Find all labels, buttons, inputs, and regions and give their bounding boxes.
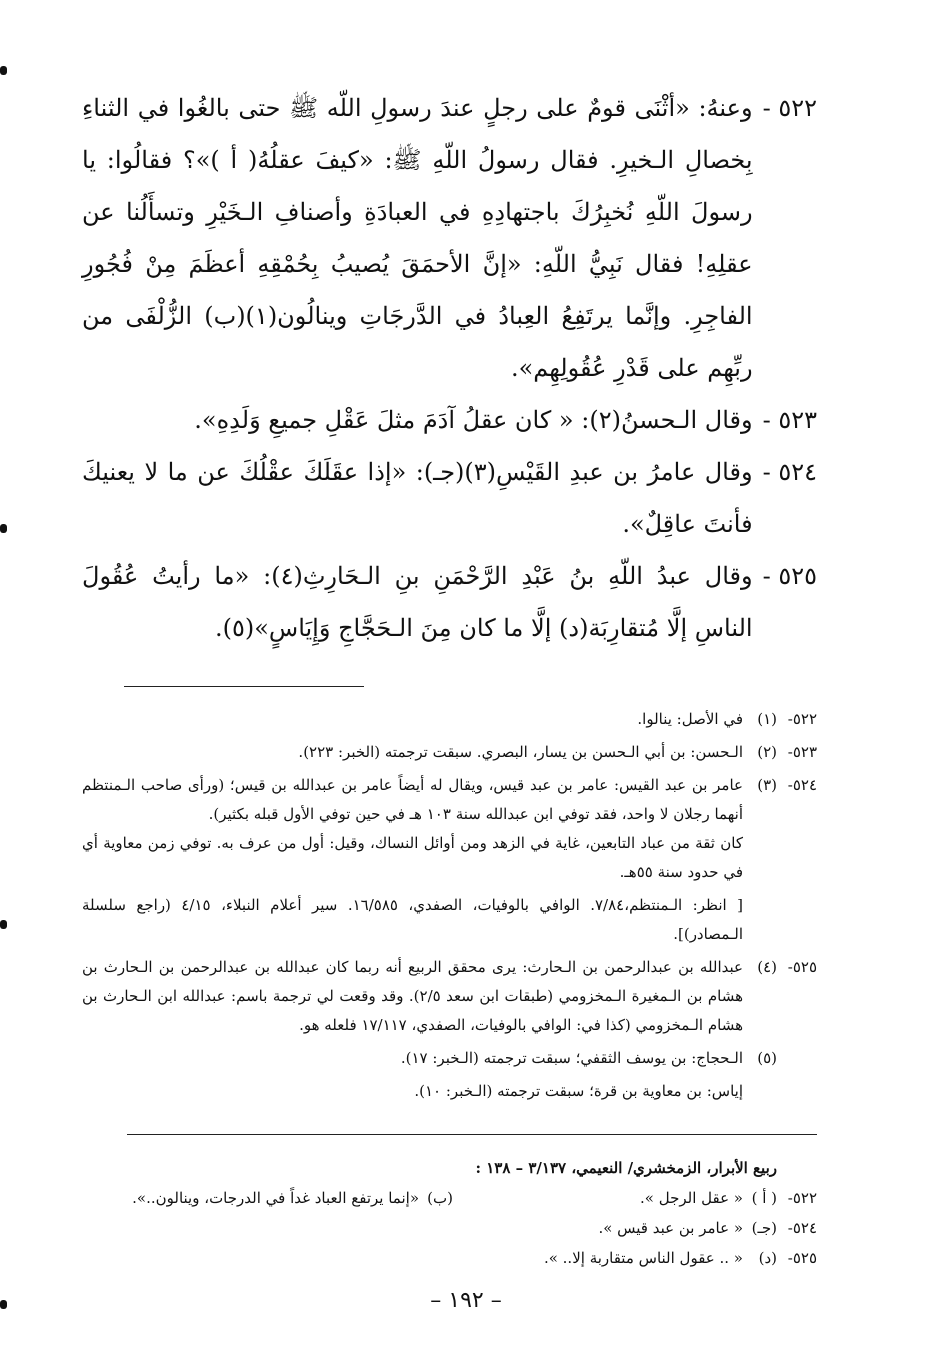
entry-number: ٥٢٤ - [762, 458, 817, 486]
footnote-text: الـحسن: بن أبي الـحسن بن يسار، البصري. سبقت ترجمته (الخبر: ٢٢٣). [298, 743, 743, 761]
source-row [82, 1213, 817, 1243]
source-mark: (جـ) [751, 1219, 777, 1237]
footnote-text: الـحجاج: بن يوسف الثقفي؛ سبقت ترجمته (الـخبر: ١٧). [400, 1049, 743, 1067]
footnote-divider [124, 686, 364, 687]
text-entry-525 [82, 550, 817, 654]
source-ref: ٥٢٥- [787, 1249, 817, 1267]
scan-mark [0, 524, 7, 533]
source-text: « عقل الرجل ». [640, 1189, 743, 1207]
source-mark: ( أ ) [751, 1189, 777, 1207]
page-number: – ١٩٢ – [430, 1288, 502, 1313]
sources-heading: ربيع الأبرار، الزمخشري/ النعيمي، ٣/١٣٧ – ١٣٨ : [475, 1159, 777, 1177]
text-entry-524 [82, 446, 817, 550]
entry-text: وقال الـحسنُ(٢): « كان عقلُ آدَمَ مثلَ عَقْلِ جميعِ وَلَدِهِ». [194, 406, 753, 434]
source-ref: ٥٢٢- [787, 1189, 817, 1207]
footnote-continuation: إياس: بن معاوية بن قرة؛ سبقت ترجمته (الـخبر: ١٠). [414, 1082, 743, 1100]
footnote-mark: (١) [757, 710, 777, 728]
footnote-ref: ٥٢٣- [787, 743, 817, 761]
footnote-3 [82, 771, 817, 829]
source-mark: (ب) [427, 1189, 453, 1207]
footnote-ref: ٥٢٢- [787, 710, 817, 728]
footnote-mark: (٣) [757, 776, 777, 794]
entry-text: وعنهُ: «أثْنَى قومٌ على رجلٍ عندَ رسولِ اللّه ﷺ حتى بالغُوا في الثناءِ بِخصالِ الـخيرِ. فقال رسولُ اللّهِ ﷺ: «كيفَ عقلُهُ( أ )»؟ فقالُوا: يا رسولَ اللّهِ نُخبِرُكَ باجتهادِهِ في العبادَةِ وأصنافِ الـخَيْرِ وتسأَلُنا عن عقلِهِ! فقال نَبِيُّ اللّهِ: «إنَّ الأحمَقَ يُصيبُ بِحُمْقِهِ أعظَمَ مِنْ فُجُورِ الفاجِرِ. وإنَّما يرتَفِعُ العِبادُ في الدَّرجَاتِ وينالُون(١)(ب) الزُّلْفَى من ربِّهِم على قَدْرِ عُقُولِهِم». [82, 94, 753, 382]
source-ref: ٥٢٤- [787, 1219, 817, 1237]
footnote-5 [82, 1044, 817, 1073]
source-row [82, 1243, 817, 1273]
footnote-mark: (٥) [757, 1049, 777, 1067]
footnote-1 [82, 705, 817, 734]
entry-text: وقال عبدُ اللّهِ بنُ عَبْدِ الرَّحْمَنِ بنِ الـحَارِثِ(٤): «ما رأيتُ عُقُولَ الناسِ إلَّا مُتقارِبَة(د) إلَّا ما كان مِنَ الـحَجَّاجِ وَإِيَاسٍ»(٥). [82, 562, 753, 642]
page-body [82, 82, 817, 1273]
source-text: « .. عقول الناس متقاربة إلا.. ». [543, 1249, 743, 1267]
scan-mark [0, 66, 7, 75]
footnote-text: في الأصل: ينالوا. [637, 710, 743, 728]
footnote-text: عامر بن عبد القيس: عامر بن عبد قيس، ويقال له أيضاً عامر بن عبدالله بن قيس؛ (ورأى صاحب الـمنتظم أنهما رجلان لا واحد، فقد توفي ابن عبدالله سنة ١٠٣ هـ في حين توفي الأول قبله بكثير). [82, 776, 743, 823]
source-mark: (د) [758, 1249, 777, 1267]
source-row [82, 1183, 817, 1213]
footnote-references: [ انظر: الـمنتظم،٧/٨٤. الوافي بالوفيات، الصفدي، ١٦/٥٨٥. سير أعلام النبلاء، ٤/١٥ (راجع سلسلة الـمصادر)]. [82, 896, 743, 943]
entry-number: ٥٢٥ - [762, 562, 817, 590]
text-entry-523 [82, 394, 817, 446]
footnote-2 [82, 738, 817, 767]
footnote-4 [82, 953, 817, 1040]
entry-number: ٥٢٣ - [762, 406, 817, 434]
text-entry-522 [82, 82, 817, 394]
source-text: « عامر بن عبد قيس ». [598, 1219, 743, 1237]
entry-text: وقال عامرُ بن عبدِ القَيْسِ(٣)(جـ): «إذا عقَلَكَ عقْلُكَ عن ما لا يعنيكَ فأنتَ عاقِلٌ». [82, 458, 753, 538]
footnote-mark: (٢) [757, 743, 777, 761]
footnote-text: عبدالله بن عبدالرحمن بن الـحارث: يرى محقق الربيع أنه ربما كان عبدالله بن عبدالرحمن بن الـحارث بن هشام بن الـمغيرة الـمخزومي (طبقات ابن سعد ٢/٥). وقد وقعت لي ترجمة باسم: عبدالله ابن الـحارث بن هشام الـمخزومي (كذا في: الوافي بالوفيات، الصفدي، ١٧/١١٧ فلعله هو. [82, 958, 743, 1034]
footnote-ref: ٥٢٤- [787, 776, 817, 794]
sources-divider [127, 1134, 817, 1135]
entry-number: ٥٢٢ - [762, 94, 817, 122]
source-text: «إنما يرتفع العباد غداً في الدرجات، وينالون..». [132, 1189, 419, 1207]
footnote-continuation: كان ثقة من عباد التابعين، غاية في الزهد ومن أوائل النساك، وقيل: أول من عرف به. توفي زمن معاوية أي في حدود سنة ٥٥هـ. [82, 834, 743, 881]
footnote-ref: ٥٢٥- [787, 958, 817, 976]
scan-mark [0, 1300, 7, 1309]
footnote-mark: (٤) [757, 958, 777, 976]
scan-mark [0, 920, 7, 929]
